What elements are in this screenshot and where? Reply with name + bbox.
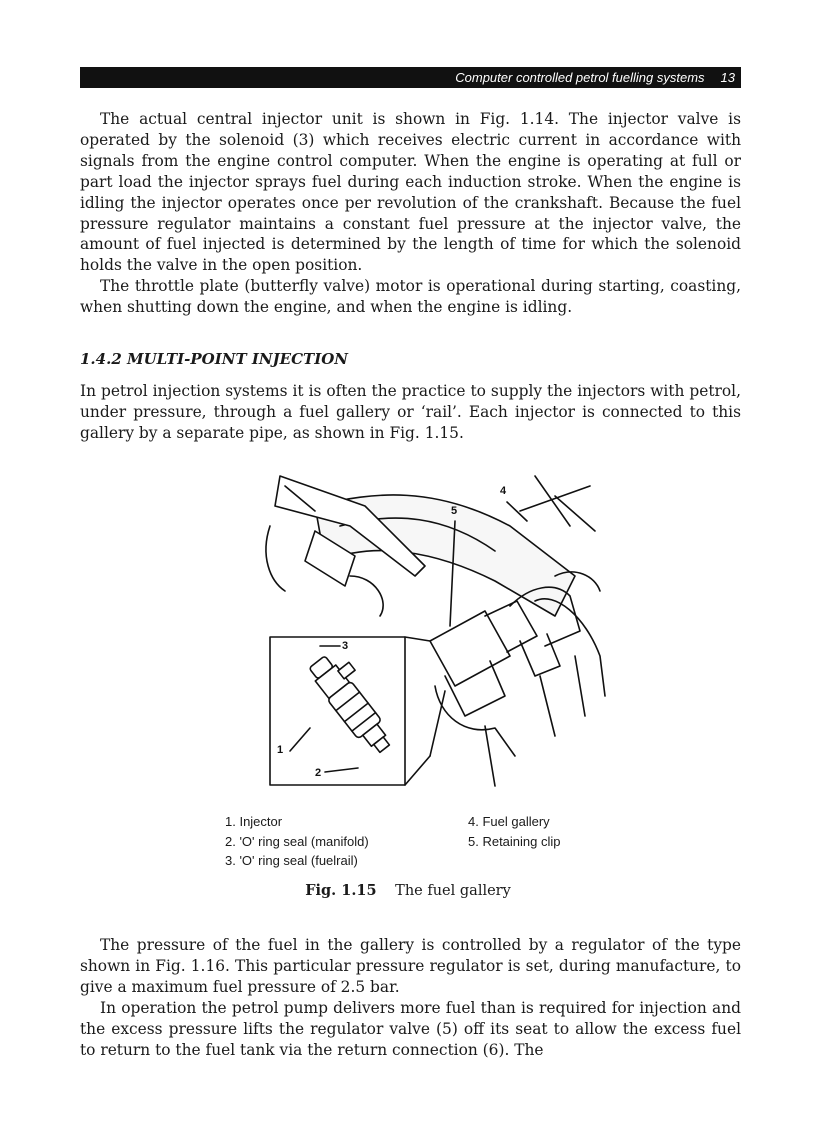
legend-item: 5. Retaining clip	[468, 833, 561, 849]
body-text-section	[80, 381, 741, 444]
figure-legend-left	[225, 812, 369, 871]
legend-item: 3. 'O' ring seal (fuelrail)	[225, 853, 358, 868]
legend-item: 4. Fuel gallery	[468, 814, 550, 829]
callout-5: 5	[451, 505, 458, 517]
legend-item: 2. 'O' ring seal (manifold)	[225, 833, 369, 849]
section-heading: 1.4.2 MULTI-POINT INJECTION	[80, 350, 349, 368]
header-title: Computer controlled petrol fuelling systems	[455, 70, 705, 85]
legend-item: 1. Injector	[225, 814, 283, 829]
callout-3: 3	[342, 640, 349, 652]
callout-2: 2	[315, 767, 322, 779]
fuel-gallery-figure	[255, 466, 615, 796]
figure-label: Fig. 1.15	[305, 882, 377, 899]
paragraph: In operation the petrol pump delivers more fuel than is required for injection and the excess pressure lifts the regulator valve (5) off its seat to allow the excess fuel to return to the fuel tank via the return connection (6). The	[80, 998, 741, 1059]
paragraph: The actual central injector unit is shown in Fig. 1.14. The injector valve is operated by the solenoid (3) which receives electric current in accordance with signals from the engine control computer. When the engine is operating at full or part load the injector sprays fuel during each induction stroke. When the engine is idling the injector operates once per revolution of the crankshaft. Because the fuel pressure regulator maintains a constant fuel pressure at the injector valve, the amount of fuel injected is determined by the length of time for which the solenoid holds the valve in the open position.	[80, 110, 741, 275]
figure-caption-text: The fuel gallery	[395, 883, 511, 899]
body-text-bottom	[80, 935, 741, 1060]
body-text-top	[80, 109, 741, 318]
page-number: 13	[720, 70, 735, 85]
figure-caption	[0, 882, 816, 899]
paragraph: The throttle plate (butterfly valve) motor is operational during starting, coasting, when shutting down the engine, and when the engine is idling.	[80, 277, 741, 317]
figure-legend-right	[468, 812, 561, 851]
callout-4: 4	[500, 485, 507, 497]
running-header	[80, 67, 741, 88]
paragraph: In petrol injection systems it is often the practice to supply the injectors with petrol, under pressure, through a fuel gallery or ‘rail’. Each injector is connected to this gallery by a separate pipe, as shown in Fig. 1.15.	[80, 382, 741, 442]
callout-1: 1	[277, 744, 284, 756]
paragraph: The pressure of the fuel in the gallery is controlled by a regulator of the type shown in Fig. 1.16. This particular pressure regulator is set, during manufacture, to give a maximum fuel pressure of 2.5 bar.	[80, 936, 741, 996]
fuel-gallery-illustration	[255, 466, 615, 796]
